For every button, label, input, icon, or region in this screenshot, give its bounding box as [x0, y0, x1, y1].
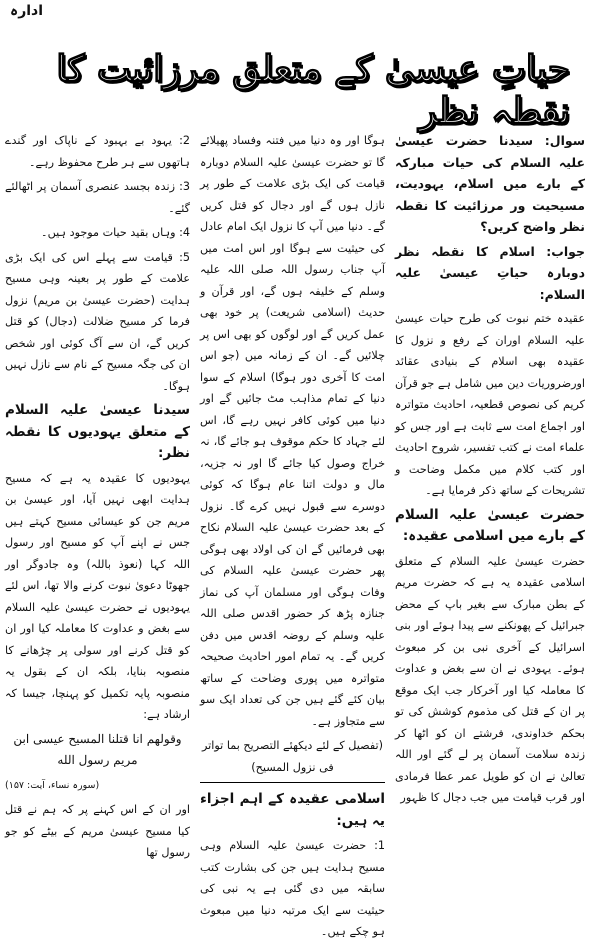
belief-item-3: 3: زندہ بجسد عنصری آسمان پر اٹھالئے گئے۔ [5, 180, 190, 215]
middle-column [200, 130, 385, 938]
divider [200, 782, 385, 783]
belief-item-4: 4: وہاں بقید حیات موجود ہیں۔ [41, 226, 190, 239]
verse-translation: اور ان کے اس کہنے پر کہ ہم نے قتل کیا مسیح عیسیٰ مریم کے بیٹے کو جو رسول تھا [5, 803, 190, 859]
belief-item-1: 1: حضرت عیسیٰ علیہ السلام وہی مسیح ہدایت ہیں جن کی بشارت کتب سابقہ میں دی گئی ہے یہ نبی کی حیثیت سے ایک مرتبہ دنیا میں مبعوث ہو چکے ہیں۔ [200, 839, 385, 938]
jewish-view-heading: سیدنا عیسیٰ علیہ السلام کے متعلق یہودیوں کا نقطہ نظر: [5, 402, 190, 461]
question-text: سوال: سیدنا حضرت عیسیٰ علیہ السلام کی حیات مبارکہ کے بارے میں اسلام، یہودیت، مسیحیت ور مرزائیت کا نقطہ نظر واضح کریں؟ [395, 133, 585, 234]
belief-item-2: 2: یہود بے بہبود کے ناپاک اور گندے ہاتھوں سے ہر طرح محفوظ رہے۔ [5, 134, 190, 169]
jewish-view-body: یہودیوں کا عقیدہ یہ ہے کہ مسیح ہدایت ابھی نہیں آیا، اور عیسیٰ بن مریم جن کو عیسائی مسیح کہتے ہیں جس نے اپنے آپ کو مسیح اور رسول اللہ کہا (نعوذ باللہ) وہ جادوگر اور جھوٹا دعویٰ نبوت کرنے والا تھا، اس لئے یہودیوں نے حضرت عیسیٰ علیہ السلام سے بغض و عداوت کا معاملہ کیا اور ان کو قتل کرنے اور سولی پر چڑھانے کا منصوبہ بنایا، بلکہ ان کے بقول یہ منصوبہ پایہ تکمیل کو پہنچا، جیسا کہ ارشاد ہے: [5, 471, 190, 721]
belief-components-heading: اسلامی عقیدہ کے اہم اجزاء یہ ہیں: [200, 791, 385, 829]
answer-body: عقیدہ ختم نبوت کی طرح حیات عیسیٰ علیہ السلام اوران کے رفع و نزول کا عقیدہ بھی اسلام کے بنیادی عقائد اورضروریات دین میں شامل ہے جو قرآن کریم کی نصوص قطعیہ، احادیث متواترہ اور اجماع امت سے ثابت ہے اور جس کو علماء امت نے کتب تفسیر، شروح احادیث اور کتب کلام میں مکمل وضاحت و تشریحات کے ساتھ ذکر فرمایا ہے۔ [395, 312, 585, 497]
verse-reference: (سورہ نساء، آیت: ۱۵۷) [5, 779, 100, 791]
answer-lead: جواب: اسلام کا نقطہ نظر دوبارہ حیاتِ عیسیٰ علیہ السلام: [395, 243, 585, 302]
middle-body-text: ہوگا اور وہ دنیا میں فتنہ وفساد پھیلائے گا تو حضرت عیسیٰ علیہ السلام دوبارہ قیامت کی ایک بڑی علامت کے طور پر نازل ہوں گے اور دجال کو قتل کریں گے۔ دنیا میں آپ کا نزول ایک امام عادل کی حیثیت سے ہوگا اور اس امت میں آپ جناب رسول اللہ صلی اللہ علیہ وسلم کے خلیفہ ہوں گے، اور قرآن و حدیث (اسلامی شریعت) پر خود بھی عمل کریں گے اور لوگوں کو بھی اس پر چلائیں گے۔ ان کے زمانہ میں (جو اس امت کا آخری دور ہوگا) اسلام کے سوا دنیا کے تمام مذاہب مٹ جائیں گے اور دنیا میں کوئی کافر نہیں رہے گا، اس لئے جہاد کا حکم موقوف ہو جائے گا، نہ خراج وصول کیا جائے گا اور نہ جزیہ، مال و دولت اتنا عام ہوگا کہ کوئی دوسرے سے قبول نہیں کرے گا۔ نزول کے بعد حضرت عیسیٰ علیہ السلام نکاح بھی فرمائیں گے ان کی اولاد بھی ہوگی پھر حضرت عیسیٰ علیہ السلام کی وفات ہوگی اور مسلمان آپ کی نماز جنازہ پڑھ کر حضور اقدس صلی اللہ علیہ وسلم کے روضہ اقدس میں دفن کریں گے۔ یہ تمام امور احادیث صحیحہ متواترہ میں پوری وضاحت کے ساتھ بیان کئے گئے ہیں جن کی تعداد ایک سو سے متجاوز ہے۔ [200, 134, 385, 728]
quran-verse-arabic: وقولهم انا قتلنا المسيح عيسى ابن مريم رسول الله [13, 731, 182, 767]
islamic-belief-body: حضرت عیسیٰ علیہ السلام کے متعلق اسلامی عقیدہ یہ ہے کہ حضرت مریم کے بطن مبارک سے بغیر باپ کے محض جبرائیل کے پھونکنے سے پیدا ہوئے اور بنی اسرائیل کے آخری نبی بن کر مبعوث ہوئے۔ یہودی نے ان سے بغض و عداوت کا معاملہ کیا اور آخرکار جب ایک موقع پر ان کے قتل کی مذموم کوشش کی تو بحکم خداوندی، فرشتے ان کو اٹھا کر زندہ سلامت آسمان پر لے گئے اور اللہ تعالیٰ نے ان کو طویل عمر عطا فرمادی اور قرب قیامت میں جب دجال کا ظہور [395, 554, 585, 804]
islamic-belief-heading: حضرت عیسیٰ علیہ السلام کے بارے میں اسلامی عقیدہ: [395, 506, 585, 544]
left-column [5, 130, 190, 859]
belief-item-5: 5: قیامت سے پہلے اس کی ایک بڑی علامت کے طور پر بعینہ وہی مسیح ہدایت (حضرت عیسیٰ بن مریم) نزول فرما کر مسیح ضلالت (دجال) کو قتل کریں گے، ان سے آگ کوئی اور شخص ان کی جگہ مسیح کے نام سے نازل نہیں ہوگا۔ [5, 250, 190, 393]
reference-note: (تفصیل کے لئے دیکھئے التصریح بما تواتر فی نزول المسیح) [202, 739, 383, 774]
publisher-label: ادارہ [10, 3, 44, 19]
right-column [395, 130, 585, 804]
article-title: حیاتِ عیسیٰ کے متعلق مرزائیت کا نقطہ نظر [56, 48, 570, 132]
